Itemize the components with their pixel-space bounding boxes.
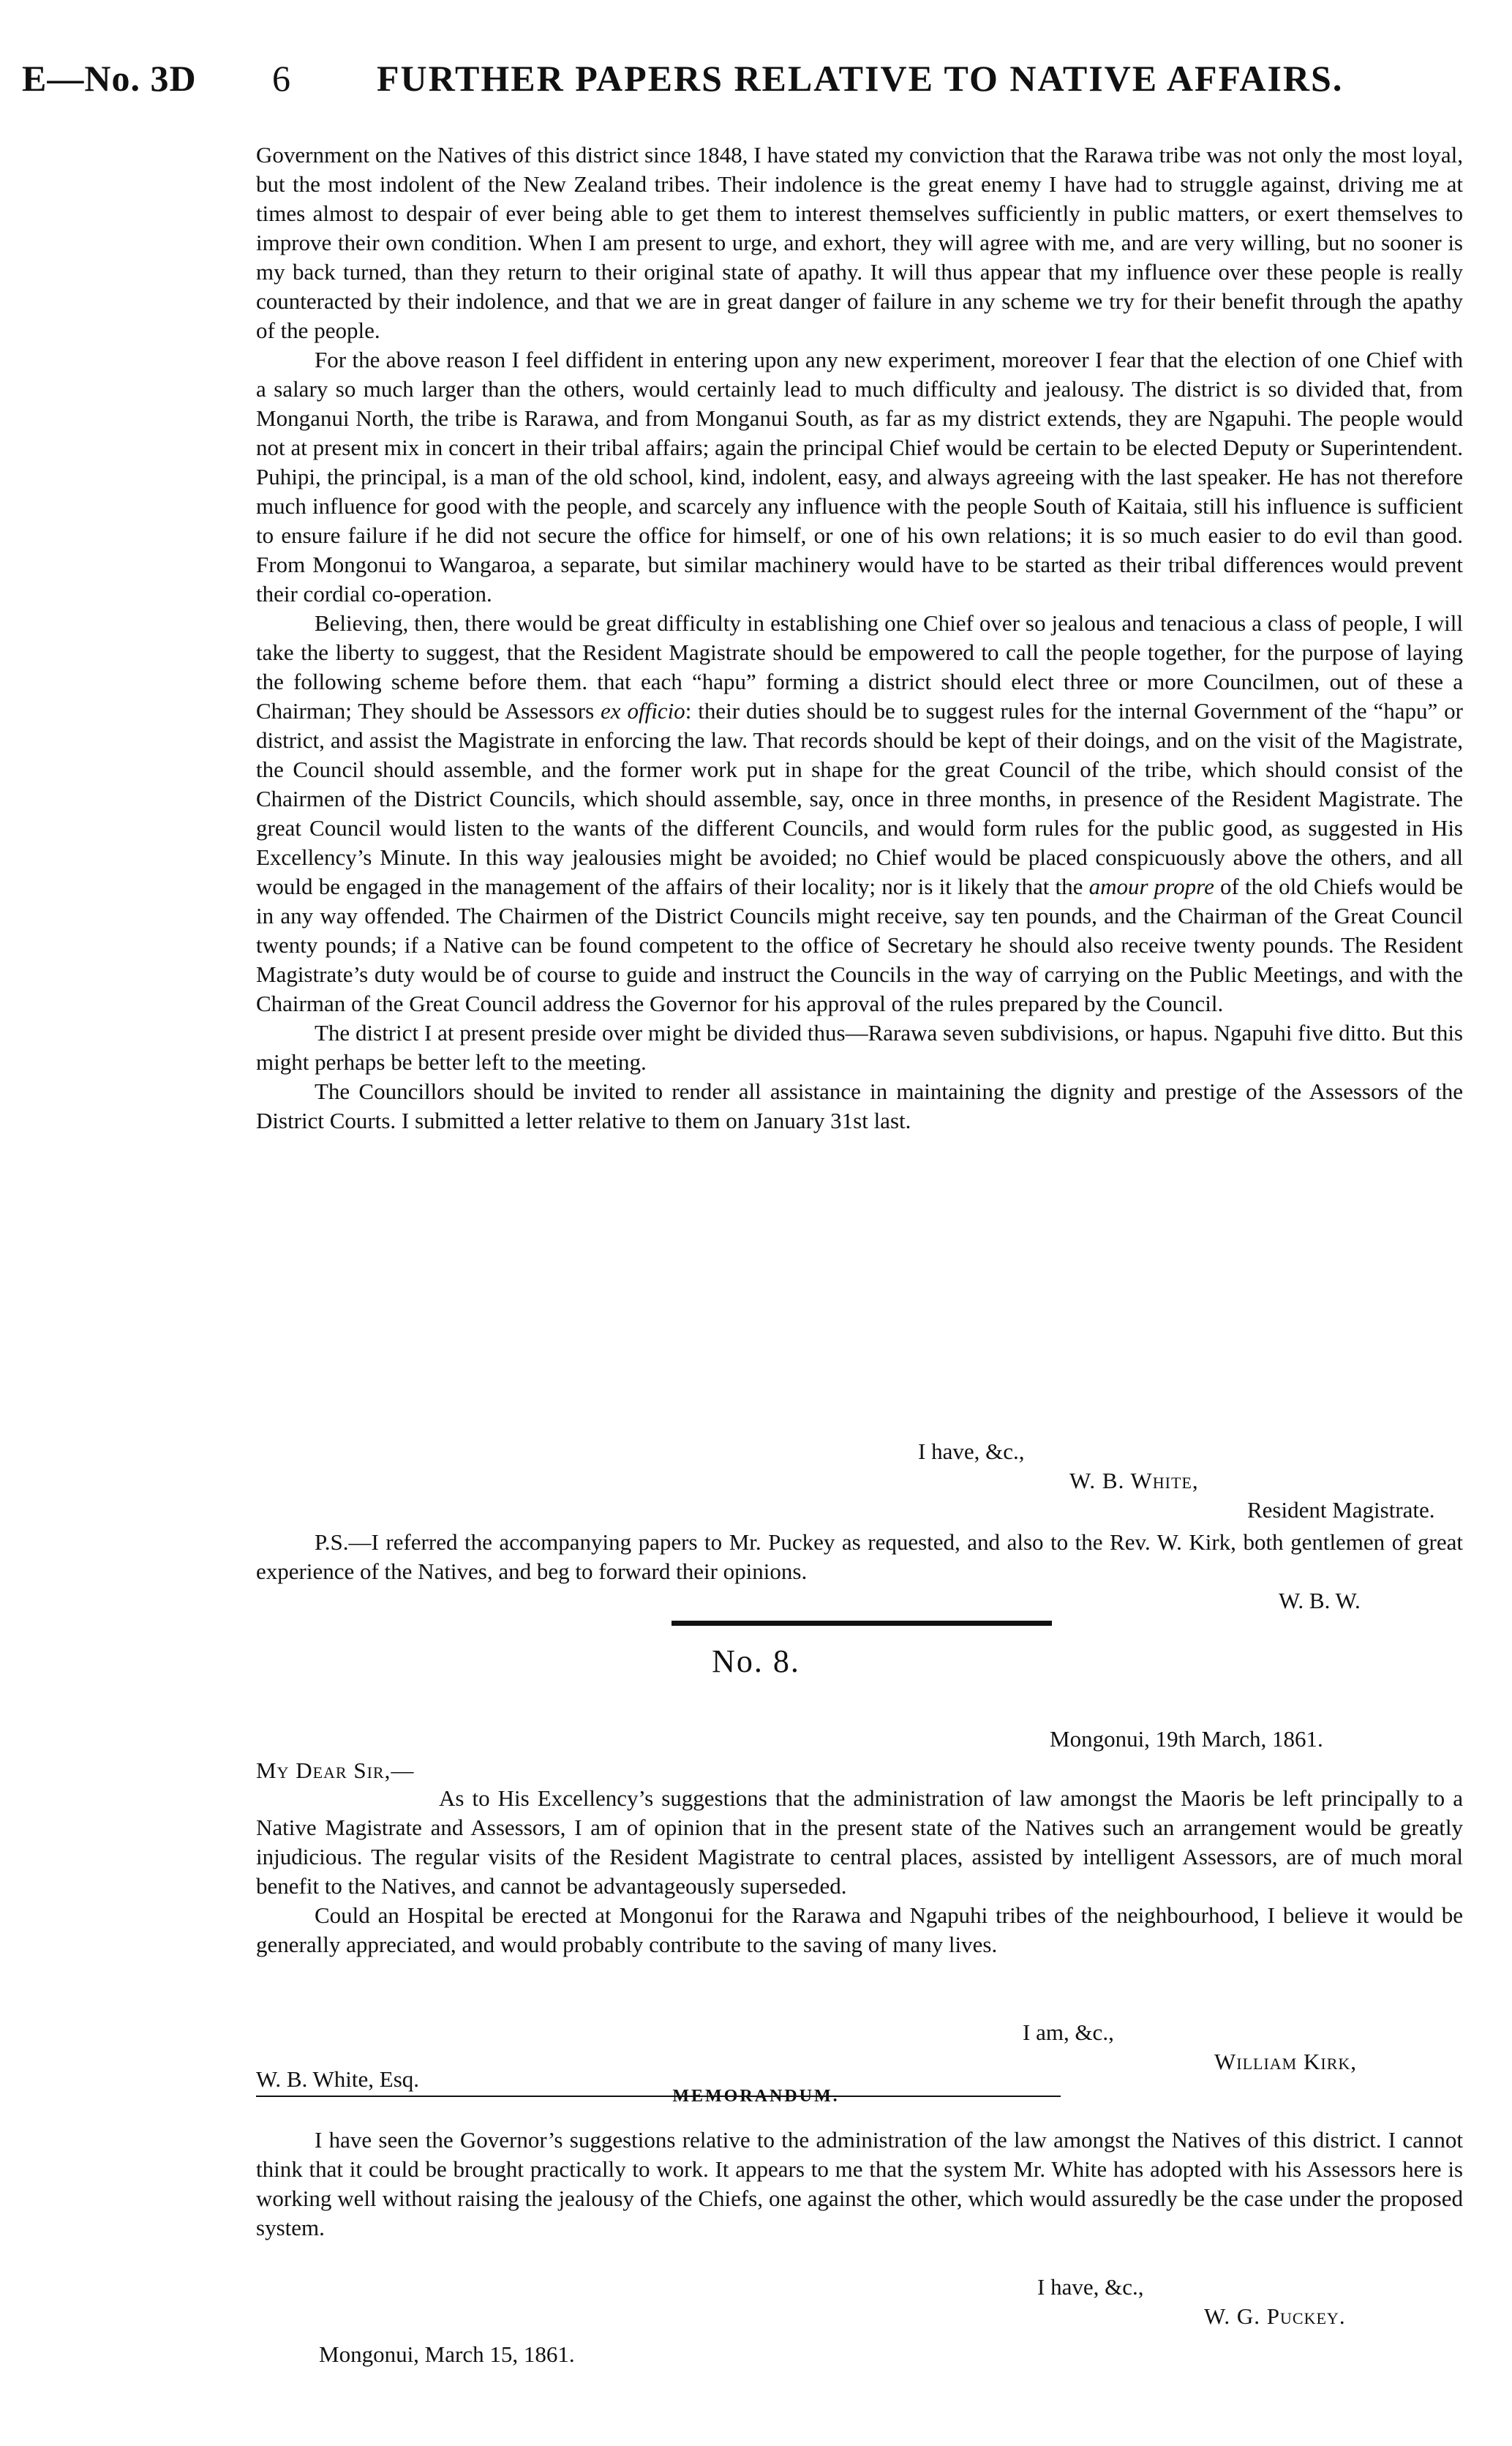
letter2-paragraph-2: Could an Hospital be erected at Mongonui for the Rarawa and Ngapuhi tribes of the neighbourhood, I believe it would be generally appreciated, and would probably contribute to the saving of many lives. bbox=[256, 1902, 1463, 1957]
letter2-closing: I am, &c., bbox=[1023, 2019, 1114, 2045]
ex-officio-italic: ex officio bbox=[601, 698, 685, 724]
letter-body bbox=[256, 140, 1463, 1136]
postscript-text: P.S.—I referred the accompanying papers to Mr. Puckey as requested, and also to the Rev. W. Kirk, both gentlemen of great experience of the Natives, and beg to forward their opinions. bbox=[256, 1529, 1463, 1584]
postscript bbox=[256, 1528, 1463, 1586]
memorandum-heading: MEMORANDUM. bbox=[672, 2087, 840, 2106]
document-number-heading: No. 8. bbox=[712, 1643, 800, 1679]
memorandum-body bbox=[256, 2126, 1463, 2243]
letter1-signature: W. B. White, bbox=[1069, 1468, 1199, 1493]
memorandum-paragraph: I have seen the Governor’s suggestions relative to the administration of the law amongst the Natives of this district. I cannot think that it could be brought practically to work. It appears to me that the system Mr. White has adopted with his Assessors here is working well without raising the jealousy of the Chiefs, one against the other, which would assuredly be the case under the proposed system. bbox=[256, 2127, 1463, 2240]
paper-reference: E—No. 3D bbox=[22, 58, 197, 99]
memorandum-signature: W. G. Puckey. bbox=[1204, 2303, 1346, 2329]
page-number: 6 bbox=[272, 58, 290, 99]
paragraph-councillors: The Councillors should be invited to render all assistance in maintaining the dignity and prestige of the Assessors of the District Courts. I submitted a letter relative to them on January 31st last. bbox=[256, 1078, 1463, 1133]
paragraph-scheme bbox=[256, 609, 1463, 1018]
scheme-text-a: Believing, then, there would be great difficulty in establishing one Chief over so jealous and tenacious a class of people, I will take the liberty to suggest, that the Resident Magistrate should be empowered to call the people together, for the purpose of laying the following scheme before them. that each “hapu” forming a district should elect three or more Councilmen, out of these a Chairman; They should be Assessors bbox=[256, 610, 1463, 724]
memorandum-closing: I have, &c., bbox=[1037, 2274, 1144, 2300]
letter2-paragraph-1: As to His Excellency’s suggestions that the administration of law amongst the Maoris be left principally to a Native Magistrate and Assessors, I am of opinion that in the present state of the Natives such an arrangement would be greatly injudicious. The regular visits of the Resident Magistrate to central places, assisted by intelligent Assessors, are of much moral benefit to the Natives, and cannot be advantageously superseded. bbox=[256, 1785, 1463, 1899]
letter1-closing: I have, &c., bbox=[918, 1438, 1025, 1464]
letter2-body bbox=[256, 1784, 1463, 1959]
letter2-addressee: W. B. White, Esq. bbox=[256, 2066, 420, 2092]
scheme-text-c: of the old Chiefs would be in any way offended. The Chairmen of the District Councils might receive, say ten pounds, and the Chairman of the Great Council twenty pounds; if a Native can be found competent to the office of Secretary he should also receive twenty pounds. The Resident Magistrate’s duty would be of course to guide and instruct the Councils in the way of carrying on the Public Meetings, and with the Chairman of the Great Council address the Governor for his approval of the rules prepared by the Council. bbox=[256, 874, 1464, 1016]
page-header bbox=[22, 57, 1492, 108]
postscript-initials: W. B. W. bbox=[1279, 1588, 1361, 1613]
running-title: FURTHER PAPERS RELATIVE TO NATIVE AFFAIRS. bbox=[377, 58, 1344, 99]
paragraph-above-reason: For the above reason I feel diffident in entering upon any new experiment, moreover I fear that the election of one Chief with a salary so much larger than the others, would certainly lead to much difficulty and jealousy. The district is so divided that, from Monganui North, the tribe is Rarawa, and from Monganui South, as far as my district extends, they are Ngapuhi. The people would not at present mix in concert in their tribal affairs; again the principal Chief would be certain to be elected Deputy or Superintendent. Puhipi, the principal, is a man of the old school, kind, indolent, easy, and always agreeing with the last speaker. He has not therefore much influence for good with the people, and scarcely any influence with the people South of Kaitaia, still his influence is sufficient to ensure failure if he did not secure the office for himself, or one of his own relations; it is so much easier to do evil than good. From Mongonui to Wangaroa, a separate, but similar machinery would have to be started as their tribal differences would prevent their cordial co-operation. bbox=[256, 347, 1463, 607]
scheme-text-b: : their duties should be to suggest rules for the internal Government of the “hapu” or district, and assist the Magistrate in enforcing the law. That records should be kept of their doings, and on the visit of the Magistrate, the Council should assemble, and the former work put in shape for the great Council of the tribe, which should consist of the Chairmen of the District Councils, which should assemble, say, once in three months, in presence of the Resident Magistrate. The great Council would listen to the wants of the different Councils, and would form rules for the public good, as suggested in His Excellency’s Minute. In this way jealousies might be avoided; no Chief would be placed conspicuously above the others, and all would be engaged in the management of the affairs of their locality; nor is it likely that the bbox=[256, 698, 1463, 899]
section-divider bbox=[672, 1621, 1052, 1626]
letter2-salutation: My Dear Sir,— bbox=[256, 1757, 415, 1783]
letter2-date-line: Mongonui, 19th March, 1861. bbox=[1050, 1726, 1323, 1752]
memorandum-place-date: Mongonui, March 15, 1861. bbox=[319, 2341, 575, 2367]
paragraph-district-division: The district I at present preside over might be divided thus—Rarawa seven subdivisions, or hapus. Ngapuhi five ditto. But this might perhaps be better left to the meeting. bbox=[256, 1020, 1463, 1075]
amour-propre-italic: amour propre bbox=[1088, 874, 1214, 899]
letter1-signature-title: Resident Magistrate. bbox=[1247, 1497, 1435, 1523]
paragraph-continued: Government on the Natives of this district since 1848, I have stated my conviction that the Rarawa tribe was not only the most loyal, but the most indolent of the New Zealand tribes. Their indolence is the great enemy I have had to struggle against, driving me at times almost to despair of ever being able to get them to interest themselves sufficiently in public matters, or exert themselves to improve their own condition. When I am present to urge, and exhort, they will agree with me, and are very willing, but no sooner is my back turned, than they return to their original state of apathy. It will thus appear that my influence over these people is really counteracted by their indolence, and that we are in great danger of failure in any scheme we try for their benefit through the apathy of the people. bbox=[256, 142, 1463, 343]
letter2-signature: William Kirk, bbox=[1214, 2049, 1358, 2074]
